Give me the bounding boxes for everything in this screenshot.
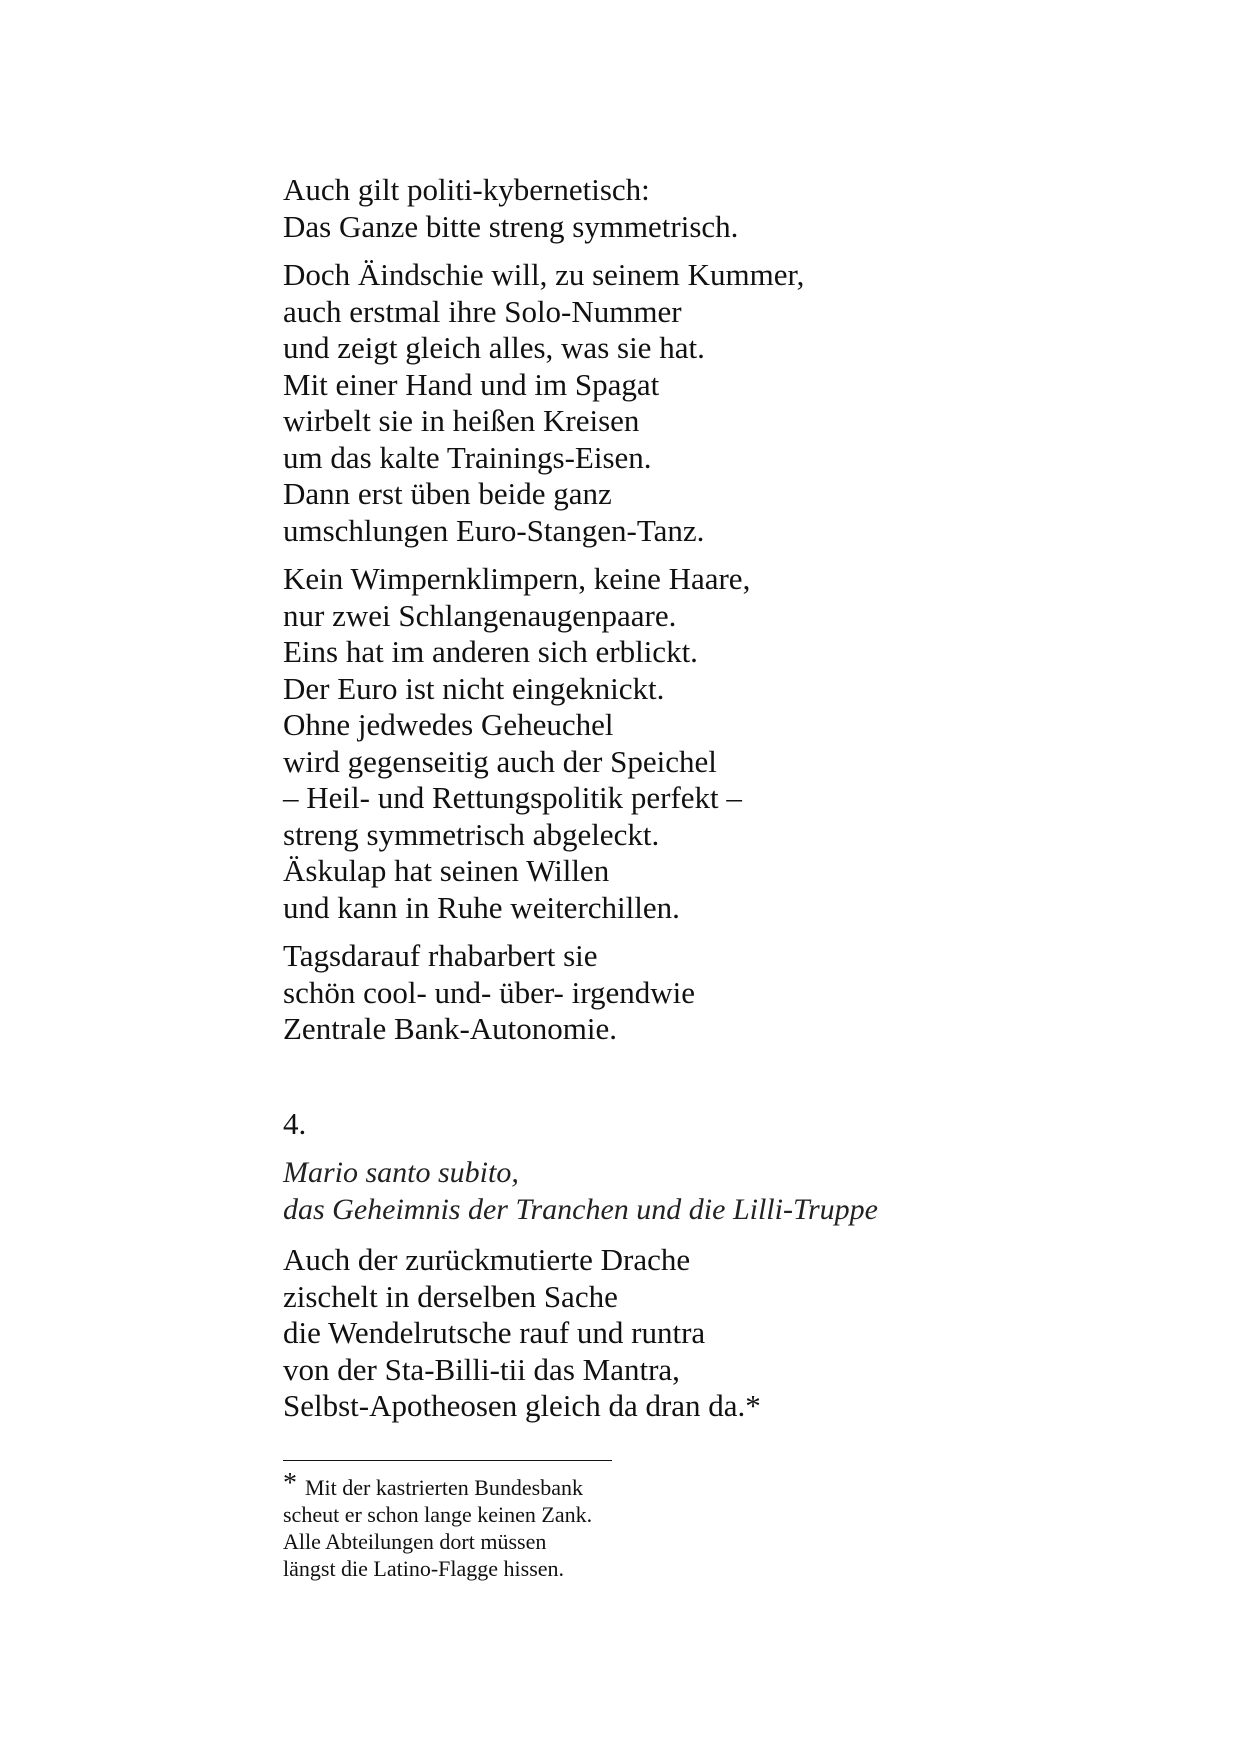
verse-line: von der Sta-Billi-tii das Mantra, xyxy=(283,1351,680,1387)
footnote xyxy=(283,1468,1183,1582)
footnote-marker: * xyxy=(283,1468,297,1499)
verse-line: umschlungen Euro-Stangen-Tanz. xyxy=(283,512,705,548)
verse-line: Eins hat im anderen sich erblickt. xyxy=(283,634,698,669)
section-subtitle xyxy=(283,1154,1183,1228)
footnote-line: Alle Abteilungen dort müssen xyxy=(283,1529,547,1554)
verse-line: nur zwei Schlangenaugenpaare. xyxy=(283,597,677,633)
verse-line: Selbst-Apotheosen gleich da dran da.* xyxy=(283,1388,761,1423)
stanza xyxy=(283,172,1183,245)
verse-line: Ohne jedwedes Geheuchel xyxy=(283,707,614,742)
verse-line: schön cool- und- über- irgendwie xyxy=(283,974,696,1010)
verse-line: Dann erst üben beide ganz xyxy=(283,476,612,511)
subtitle-line: das Geheimnis der Tranchen und die Lilli-Truppe xyxy=(283,1193,878,1226)
footnote-line: scheut er schon lange keinen Zank. xyxy=(283,1502,593,1527)
verse-line: Äskulap hat seinen Willen xyxy=(283,853,610,888)
section-number: 4. xyxy=(283,1106,307,1141)
verse-line: die Wendelrutsche rauf und runtra xyxy=(283,1315,706,1350)
verse-line: Kein Wimpernklimpern, keine Haare, xyxy=(283,561,751,596)
footnote-text: Mit der kastrierten Bundesbank xyxy=(305,1475,583,1500)
stanza xyxy=(283,257,1183,549)
verse-line: und kann in Ruhe weiterchillen. xyxy=(283,889,680,925)
verse-line: und zeigt gleich alles, was sie hat. xyxy=(283,330,705,365)
verse-line: Tagsdarauf rhabarbert sie xyxy=(283,938,598,973)
poem-stanzas xyxy=(283,172,1183,1048)
stanza xyxy=(283,1242,1183,1425)
verse-line: Auch der zurückmutierte Drache xyxy=(283,1242,691,1277)
verse-line: Auch gilt politi-kybernetisch: xyxy=(283,172,650,207)
verse-line: Mit einer Hand und im Spagat xyxy=(283,366,660,402)
verse-line: streng symmetrisch abgeleckt. xyxy=(283,816,660,852)
footnote-line: längst die Latino-Flagge hissen. xyxy=(283,1556,565,1581)
section-4 xyxy=(283,1106,1183,1425)
footnote-line xyxy=(283,1468,1183,1501)
verse-line: – Heil- und Rettungspolitik perfekt – xyxy=(283,780,742,815)
verse-line: um das kalte Trainings-Eisen. xyxy=(283,439,652,475)
verse-line: Doch Äindschie will, zu seinem Kummer, xyxy=(283,257,805,292)
verse-line: Der Euro ist nicht eingeknickt. xyxy=(283,670,665,706)
stanza xyxy=(283,561,1183,926)
verse-line: Das Ganze bitte streng symmetrisch. xyxy=(283,208,739,244)
verse-line: wird gegenseitig auch der Speichel xyxy=(283,743,717,779)
subtitle-line: Mario santo subito, xyxy=(283,1156,519,1189)
verse-line: zischelt in derselben Sache xyxy=(283,1278,618,1314)
verse-line: auch erstmal ihre Solo-Nummer xyxy=(283,293,682,329)
footnote-divider xyxy=(283,1460,612,1461)
verse-line: wirbelt sie in heißen Kreisen xyxy=(283,403,640,438)
verse-line: Zentrale Bank-Autonomie. xyxy=(283,1011,618,1046)
stanza xyxy=(283,938,1183,1048)
